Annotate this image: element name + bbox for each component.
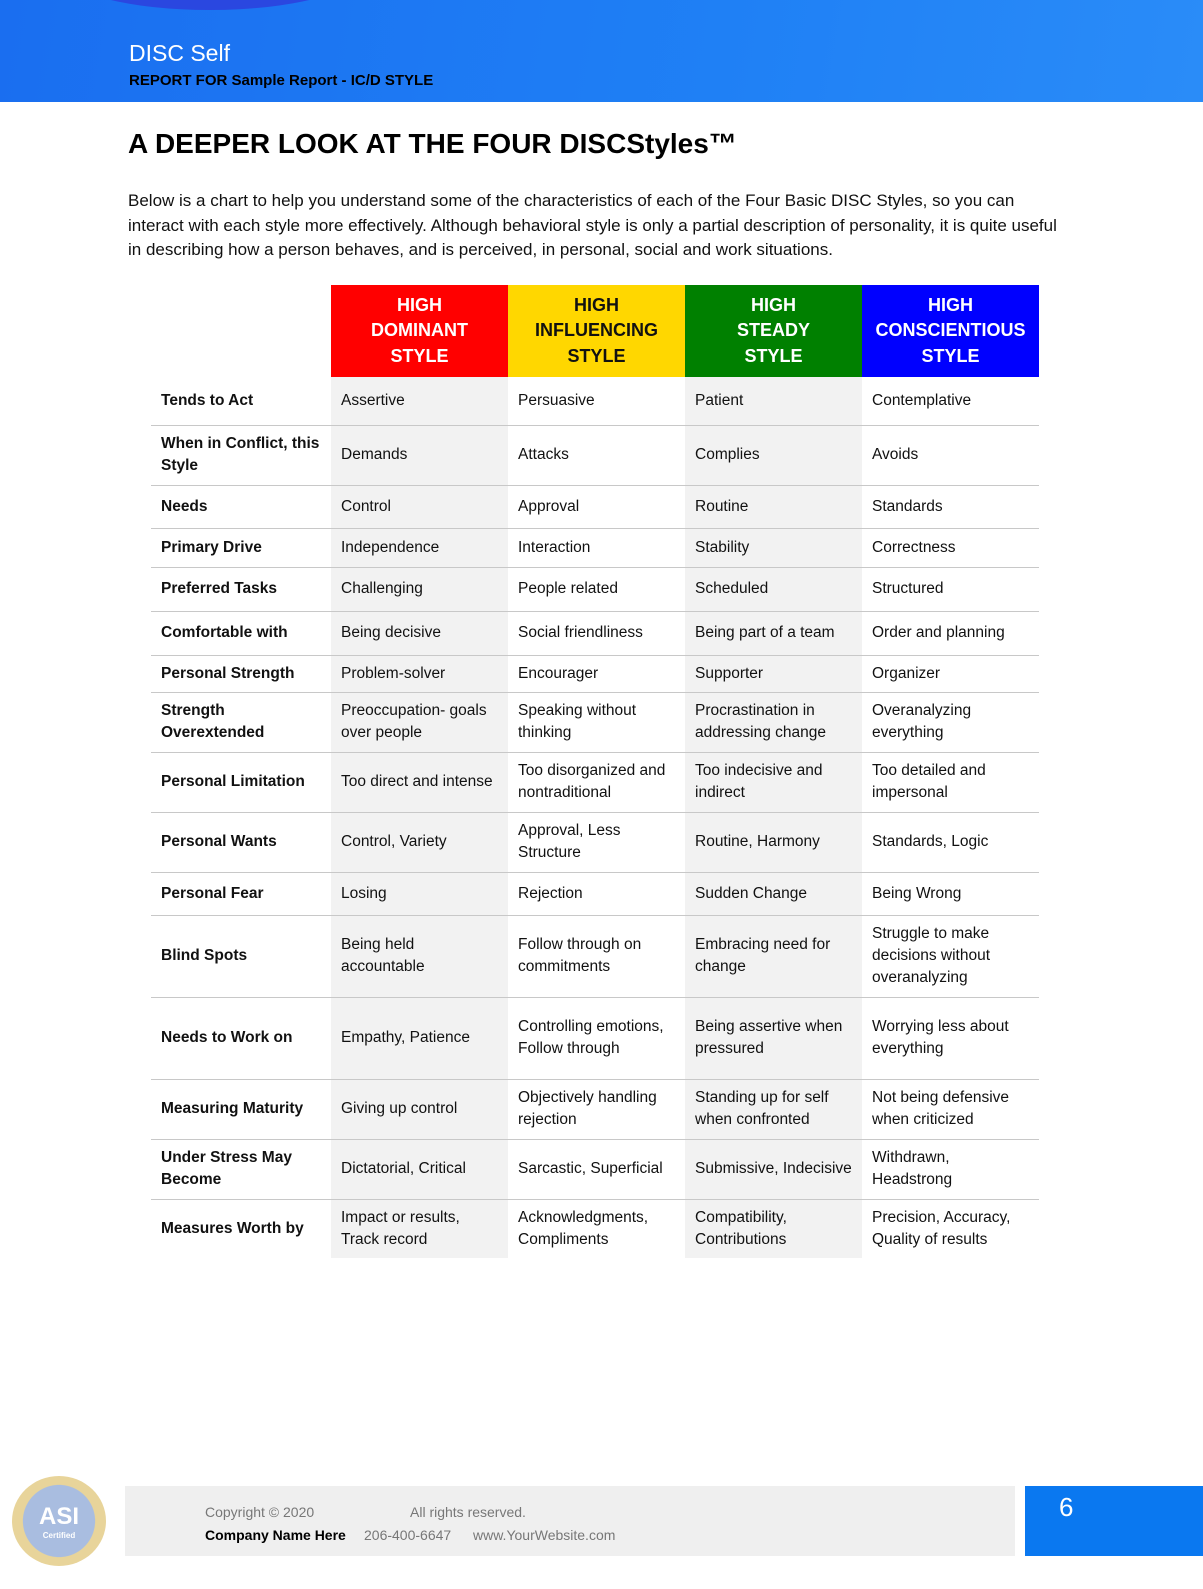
cell-steady: Routine, Harmony — [685, 812, 862, 872]
intro-paragraph: Below is a chart to help you understand some of the characteristics of each of the Four Basic DISC Styles, so you can interact with each style more effectively. Although behavioral style is only a partial description of personality, it is quite useful in describing how a person behaves, and is perceived, in personal, social and work situations. — [128, 191, 1057, 259]
page-number: 6 — [1025, 1486, 1203, 1556]
cell-dominant: Empathy, Patience — [331, 997, 508, 1079]
table-row — [151, 997, 1039, 1079]
cell-influencing: Approval, Less Structure — [508, 812, 685, 872]
row-label: Needs — [151, 485, 331, 528]
column-header-conscientious — [862, 285, 1039, 377]
row-label: Tends to Act — [151, 377, 331, 425]
column-header-line: STYLE — [567, 345, 626, 366]
footer-copyright: Copyright © 2020 — [205, 1504, 315, 1520]
column-header-line: STYLE — [921, 345, 980, 366]
cell-steady: Routine — [685, 485, 862, 528]
row-label: Comfortable with — [151, 611, 331, 655]
cell-conscientious: Organizer — [862, 655, 1039, 692]
row-label: Personal Fear — [151, 872, 331, 915]
cell-dominant: Being decisive — [331, 611, 508, 655]
table-row — [151, 377, 1039, 425]
cell-steady: Standing up for self when confronted — [685, 1079, 862, 1139]
column-header-line: HIGH — [751, 294, 796, 315]
cell-influencing: Persuasive — [508, 377, 685, 425]
row-label: Measures Worth by — [161, 1219, 304, 1237]
report-subtitle: REPORT FOR Sample Report - IC/D STYLE — [129, 72, 434, 89]
row-label: Personal Strength — [151, 655, 331, 692]
table-row — [151, 611, 1039, 655]
column-header-line: INFLUENCING — [535, 320, 658, 341]
row-label: Blind Spots — [151, 915, 331, 997]
cell-steady: Being part of a team — [685, 611, 862, 655]
cell-steady: Supporter — [685, 655, 862, 692]
row-label: Personal Wants — [151, 812, 331, 872]
cell-conscientious: Not being defensive when criticized — [862, 1079, 1039, 1139]
cell-influencing: Objectively handling rejection — [508, 1079, 685, 1139]
table-row — [151, 1079, 1039, 1139]
cell-conscientious: Avoids — [862, 425, 1039, 485]
report-title: DISC Self — [129, 40, 230, 66]
table-row — [151, 812, 1039, 872]
disc-styles-table — [151, 285, 1039, 1258]
row-label: When in Conflict, this Style — [151, 425, 331, 485]
cell-influencing: Social friendliness — [508, 611, 685, 655]
cell-steady: Being assertive when pressured — [685, 997, 862, 1079]
seal-subtext: Certified — [42, 1530, 76, 1540]
cell-conscientious: Correctness — [862, 528, 1039, 567]
cell-influencing: Follow through on commitments — [508, 915, 685, 997]
column-header-line: HIGH — [397, 294, 442, 315]
footer-phone: 206-400-6647 — [364, 1527, 452, 1543]
cell-conscientious: Standards — [862, 485, 1039, 528]
column-header-line: DOMINANT — [371, 320, 468, 341]
decorative-arc — [60, 0, 360, 10]
column-header-line: STYLE — [390, 345, 449, 366]
cell-conscientious: Precision, Accuracy, Quality of results — [872, 1208, 1011, 1248]
column-header-line: STEADY — [736, 320, 810, 341]
cell-steady: Too indecisive and indirect — [685, 752, 862, 812]
row-label: Needs to Work on — [151, 997, 331, 1079]
cell-dominant: Problem-solver — [331, 655, 508, 692]
cell-dominant: Losing — [331, 872, 508, 915]
report-header-banner — [0, 0, 1203, 102]
table-row — [151, 752, 1039, 812]
footer — [125, 1486, 1015, 1556]
column-header-line: CONSCIENTIOUS — [875, 320, 1026, 341]
cell-conscientious: Withdrawn, Headstrong — [862, 1139, 1039, 1199]
cell-influencing: Too disorganized and nontraditional — [508, 752, 685, 812]
row-label: Primary Drive — [151, 528, 331, 567]
cell-steady: Compatibility, Contributions — [685, 1199, 862, 1258]
table-row — [151, 485, 1039, 528]
cell-dominant: Dictatorial, Critical — [331, 1139, 508, 1199]
cell-steady: Scheduled — [685, 567, 862, 611]
row-label: Personal Limitation — [151, 752, 331, 812]
footer-website: www.YourWebsite.com — [473, 1527, 616, 1543]
cell-conscientious: Overanalyzing everything — [862, 692, 1039, 752]
table-row — [151, 567, 1039, 611]
cell-conscientious: Contemplative — [862, 377, 1039, 425]
cell-dominant: Challenging — [331, 567, 508, 611]
cell-influencing: Sarcastic, Superficial — [508, 1139, 685, 1199]
cell-dominant: Demands — [331, 425, 508, 485]
cell-dominant: Control — [331, 485, 508, 528]
column-header-steady — [685, 285, 862, 377]
row-label: Strength Overextended — [151, 692, 331, 752]
cell-influencing: People related — [508, 567, 685, 611]
cell-conscientious: Too detailed and impersonal — [862, 752, 1039, 812]
cell-dominant: Independence — [331, 528, 508, 567]
cell-steady: Stability — [685, 528, 862, 567]
cell-influencing: Encourager — [508, 655, 685, 692]
cell-dominant: Being held accountable — [331, 915, 508, 997]
table-row — [151, 1199, 1039, 1258]
cell-steady: Embracing need for change — [685, 915, 862, 997]
cell-influencing: Attacks — [508, 425, 685, 485]
footer-company: Company Name Here — [205, 1527, 346, 1543]
cell-dominant: Giving up control — [331, 1079, 508, 1139]
page-heading: A DEEPER LOOK AT THE FOUR DISCStyles™ — [128, 128, 737, 159]
cell-steady: Submissive, Indecisive — [685, 1139, 862, 1199]
cell-dominant: Control, Variety — [331, 812, 508, 872]
cell-dominant: Preoccupation- goals over people — [331, 692, 508, 752]
table-row — [151, 528, 1039, 567]
table-row — [151, 692, 1039, 752]
table-row — [151, 425, 1039, 485]
cell-influencing: Controlling emotions, Follow through — [508, 997, 685, 1079]
cell-dominant: Too direct and intense — [331, 752, 508, 812]
cell-steady: Patient — [685, 377, 862, 425]
footer-rights: All rights reserved. — [410, 1504, 526, 1520]
column-header-influencing — [508, 285, 685, 377]
cell-dominant: Impact or results, Track record — [331, 1199, 508, 1258]
row-label: Preferred Tasks — [151, 567, 331, 611]
table-row — [151, 872, 1039, 915]
header-blank-cell — [151, 285, 331, 377]
cell-conscientious: Worrying less about everything — [862, 997, 1039, 1079]
asi-certified-seal — [12, 1476, 106, 1566]
cell-conscientious: Standards, Logic — [862, 812, 1039, 872]
table-row — [151, 1139, 1039, 1199]
cell-dominant: Assertive — [331, 377, 508, 425]
column-header-line: HIGH — [574, 294, 619, 315]
cell-steady: Procrastination in addressing change — [685, 692, 862, 752]
cell-influencing: Interaction — [508, 528, 685, 567]
cell-conscientious: Order and planning — [862, 611, 1039, 655]
cell-influencing: Rejection — [508, 872, 685, 915]
column-header-dominant — [331, 285, 508, 377]
cell-conscientious: Being Wrong — [862, 872, 1039, 915]
cell-influencing: Speaking without thinking — [508, 692, 685, 752]
cell-conscientious: Struggle to make decisions without overanalyzing — [862, 915, 1039, 997]
cell-influencing: Acknowledgments, Compliments — [518, 1208, 649, 1248]
column-header-line: HIGH — [928, 294, 973, 315]
table-row — [151, 915, 1039, 997]
seal-text: ASI — [38, 1502, 79, 1530]
row-label: Under Stress May Become — [151, 1139, 331, 1199]
table-row — [151, 655, 1039, 692]
cell-conscientious: Structured — [862, 567, 1039, 611]
column-header-line: STYLE — [744, 345, 803, 366]
cell-steady: Sudden Change — [685, 872, 862, 915]
cell-influencing: Approval — [508, 485, 685, 528]
cell-steady: Complies — [685, 425, 862, 485]
row-label: Measuring Maturity — [151, 1079, 331, 1139]
